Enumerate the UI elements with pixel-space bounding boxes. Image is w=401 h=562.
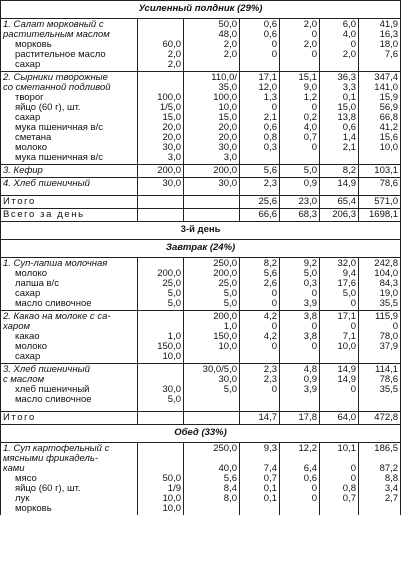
netto-cell: 200,0 1,0 150,0 10,0 bbox=[184, 311, 240, 364]
meal-header bbox=[1, 1, 401, 19]
total-row bbox=[1, 209, 401, 222]
protein-cell: 4,2 0 4,2 0 bbox=[240, 311, 280, 364]
kcal-cell: 41,9 16,3 18,0 7,6 bbox=[359, 19, 401, 72]
protein-cell: 9,3 7,4 0,7 0,1 0,1 bbox=[240, 443, 280, 516]
brutto-cell bbox=[138, 196, 184, 209]
total-row bbox=[1, 196, 401, 209]
fat-cell: 2,0 0 2,0 0 bbox=[280, 19, 320, 72]
dish-row bbox=[1, 258, 401, 311]
day-title: 3-й день bbox=[1, 222, 401, 240]
brutto-cell: 200,0 25,0 5,0 5,0 bbox=[138, 258, 184, 311]
protein-cell: 2,3 bbox=[240, 178, 280, 191]
netto-cell: 110,0/ 35,0 100,0 10,0 15,0 20,0 20,0 30,0 3,0 bbox=[184, 72, 240, 165]
dish-row bbox=[1, 165, 401, 178]
menu-table-body bbox=[1, 1, 401, 516]
netto-cell: 200,0 bbox=[184, 165, 240, 178]
dish-row bbox=[1, 19, 401, 72]
protein-cell: 8,2 5,6 2,6 0 0 bbox=[240, 258, 280, 311]
brutto-cell: 60,0 2,0 2,0 bbox=[138, 19, 184, 72]
dish-name-cell: 1. Суп картофельный с мясными фрикадель- ками мясо яйцо (60 г), шт. лук морковь bbox=[1, 443, 138, 516]
dish-name-cell: 2. Какао на молоке с са- харом какао молоко сахар bbox=[1, 311, 138, 364]
netto-cell bbox=[184, 209, 240, 222]
dish-row bbox=[1, 364, 401, 407]
fat-cell: 15,1 9,0 1,2 0 0,2 4,0 0,7 0 bbox=[280, 72, 320, 165]
carb-total: 65,4 bbox=[320, 196, 359, 209]
protein-cell: 5,6 bbox=[240, 165, 280, 178]
protein-cell: 17,1 12,0 1,3 0 2,1 0,6 0,8 0,3 bbox=[240, 72, 280, 165]
netto-cell: 30,0/5,0 30,0 5,0 bbox=[184, 364, 240, 407]
carb-cell: 10,1 0 0 0,8 0,7 bbox=[320, 443, 359, 516]
kcal-total: 571,0 bbox=[359, 196, 401, 209]
fat-cell: 0,9 bbox=[280, 178, 320, 191]
fat-cell: 4,8 0,9 3,9 bbox=[280, 364, 320, 407]
brutto-cell: 100,0 1/5,0 15,0 20,0 20,0 30,0 3,0 bbox=[138, 72, 184, 165]
dish-name-cell: 1. Салат морковный с растительным маслом морковь растительное масло сахар bbox=[1, 19, 138, 72]
protein-total: 14,7 bbox=[240, 412, 280, 425]
carb-total: 206,3 bbox=[320, 209, 359, 222]
carb-cell: 17,1 0 7,1 10,0 bbox=[320, 311, 359, 364]
netto-cell: 250,0 40,0 5,6 8,4 8,0 bbox=[184, 443, 240, 516]
fat-cell: 5,0 bbox=[280, 165, 320, 178]
carb-cell: 36,3 3,3 0,1 15,0 13,8 0,6 1,4 2,1 bbox=[320, 72, 359, 165]
kcal-cell: 347,4 141,0 15,9 56,9 66,8 41,2 15,6 10,0 bbox=[359, 72, 401, 165]
fat-cell: 12,2 6,4 0,6 0 0 bbox=[280, 443, 320, 516]
carb-cell: 8,2 bbox=[320, 165, 359, 178]
netto-cell bbox=[184, 412, 240, 425]
fat-cell: 9,2 5,0 0,3 0 3,9 bbox=[280, 258, 320, 311]
total-label: Итого bbox=[1, 412, 138, 425]
meal-title: Завтрак (24%) bbox=[1, 240, 401, 258]
meal-title: Усиленный полдник (29%) bbox=[1, 1, 401, 19]
netto-cell: 250,0 200,0 25,0 5,0 5,0 bbox=[184, 258, 240, 311]
dish-name-cell: 3. Кефир bbox=[1, 165, 138, 178]
dish-row bbox=[1, 443, 401, 516]
fat-total: 23,0 bbox=[280, 196, 320, 209]
kcal-cell: 186,5 87,2 8,8 3,4 2,7 bbox=[359, 443, 401, 516]
kcal-cell: 103,1 bbox=[359, 165, 401, 178]
day-header bbox=[1, 222, 401, 240]
meal-header bbox=[1, 425, 401, 443]
brutto-cell: 30,0 5,0 bbox=[138, 364, 184, 407]
brutto-cell: 50,0 1/9 10,0 10,0 bbox=[138, 443, 184, 516]
carb-cell: 14,9 bbox=[320, 178, 359, 191]
protein-cell: 2,3 2,3 0 bbox=[240, 364, 280, 407]
netto-cell: 30,0 bbox=[184, 178, 240, 191]
kcal-cell: 114,1 78,6 35,5 bbox=[359, 364, 401, 407]
protein-total: 66,6 bbox=[240, 209, 280, 222]
kcal-total: 1698,1 bbox=[359, 209, 401, 222]
dish-name-cell: 3. Хлеб пшеничный с маслом хлеб пшеничный масло сливочное bbox=[1, 364, 138, 407]
brutto-cell bbox=[138, 209, 184, 222]
protein-total: 25,6 bbox=[240, 196, 280, 209]
dish-row bbox=[1, 311, 401, 364]
meal-header bbox=[1, 240, 401, 258]
fat-total: 68,3 bbox=[280, 209, 320, 222]
kcal-cell: 242,8 104,0 84,3 19,0 35,5 bbox=[359, 258, 401, 311]
total-label: Итого bbox=[1, 196, 138, 209]
netto-cell bbox=[184, 196, 240, 209]
kcal-cell: 78,6 bbox=[359, 178, 401, 191]
netto-cell: 50,0 48,0 2,0 2,0 bbox=[184, 19, 240, 72]
carb-total: 64,0 bbox=[320, 412, 359, 425]
dish-name-cell: 2. Сырники творожные со сметанной подливой творог яйцо (60 г), шт. сахар мука пшеничная в/с сметана молоко мука пшеничная в/с bbox=[1, 72, 138, 165]
dish-row bbox=[1, 178, 401, 191]
dish-name-cell: 1. Суп-лапша молочная молоко лапша в/с сахар масло сливочное bbox=[1, 258, 138, 311]
carb-cell: 14,9 14,9 0 bbox=[320, 364, 359, 407]
carb-cell: 32,0 9,4 17,6 5,0 0 bbox=[320, 258, 359, 311]
brutto-cell: 200,0 bbox=[138, 165, 184, 178]
protein-cell: 0,6 0,6 0 0 bbox=[240, 19, 280, 72]
fat-cell: 3,8 0 3,8 0 bbox=[280, 311, 320, 364]
fat-total: 17,8 bbox=[280, 412, 320, 425]
meal-title: Обед (33%) bbox=[1, 425, 401, 443]
kcal-total: 472,8 bbox=[359, 412, 401, 425]
total-label: Всего за день bbox=[1, 209, 138, 222]
brutto-cell: 30,0 bbox=[138, 178, 184, 191]
dish-name-cell: 4. Хлеб пшеничный bbox=[1, 178, 138, 191]
total-row bbox=[1, 412, 401, 425]
dish-row bbox=[1, 72, 401, 165]
brutto-cell bbox=[138, 412, 184, 425]
brutto-cell: 1,0 150,0 10,0 bbox=[138, 311, 184, 364]
carb-cell: 6,0 4,0 0 2,0 bbox=[320, 19, 359, 72]
kcal-cell: 115,9 0 78,0 37,9 bbox=[359, 311, 401, 364]
